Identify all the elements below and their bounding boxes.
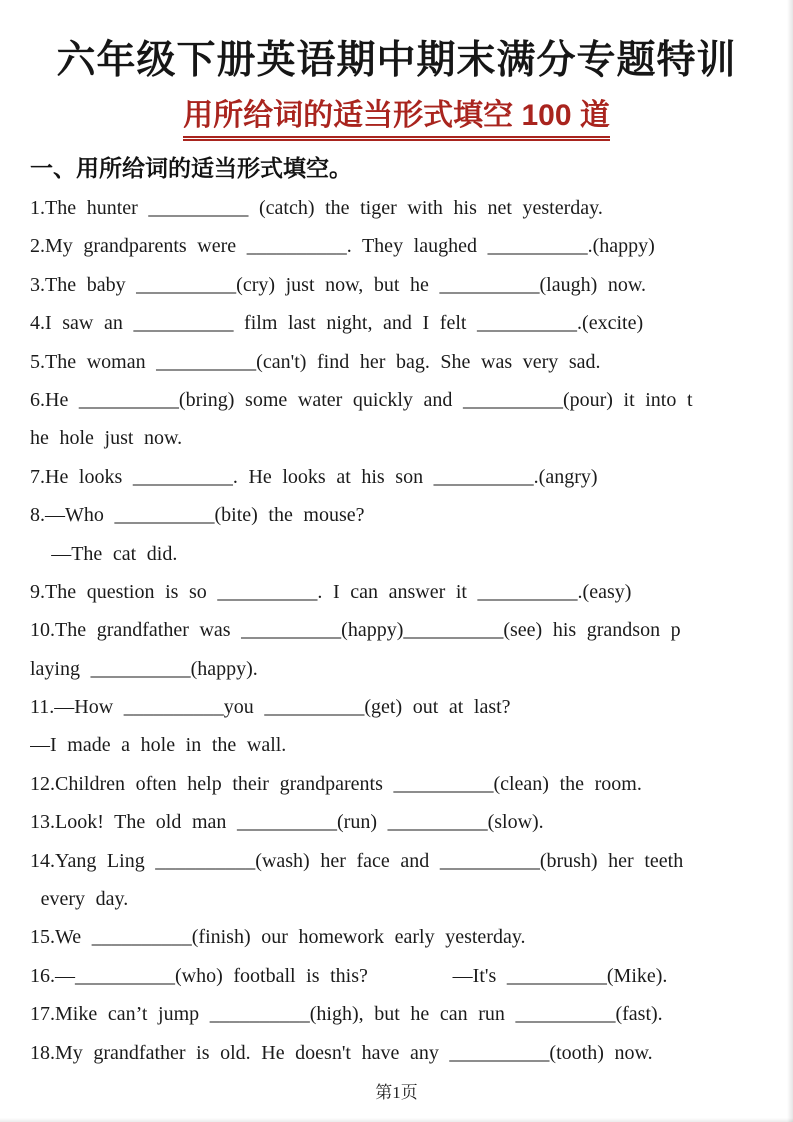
worksheet-line: 4.I saw an __________ film last night, and I felt __________.(excite) bbox=[30, 312, 644, 335]
worksheet-line: 3.The baby __________(cry) just now, but he __________(laugh) now. bbox=[30, 273, 647, 296]
worksheet-line: 15.We __________(finish) our homework early yesterday. bbox=[30, 926, 526, 949]
page-edge-shadow-bottom bbox=[0, 1118, 793, 1122]
worksheet-line: 16.—__________(who) football is this? —It's __________(Mike). bbox=[30, 964, 668, 987]
subtitle-text: 用所给词的适当形式填空 100 道 bbox=[183, 99, 610, 142]
worksheet-line: 9.The question is so __________. I can answer it __________.(easy) bbox=[30, 580, 632, 603]
worksheet-line: 7.He looks __________. He looks at his son __________.(angry) bbox=[30, 465, 598, 488]
worksheet-line: 18.My grandfather is old. He doesn't have any __________(tooth) now. bbox=[30, 1041, 653, 1064]
worksheet-line: 10.The grandfather was __________(happy)__________(see) his grandson p bbox=[30, 619, 681, 642]
section-heading: 一、用所给词的适当形式填空。 bbox=[30, 155, 352, 182]
worksheet-line: 6.He __________(bring) some water quickly and __________(pour) it into t bbox=[30, 388, 693, 411]
worksheet-line: —I made a hole in the wall. bbox=[30, 734, 287, 757]
worksheet-line: 8.—Who __________(bite) the mouse? bbox=[30, 504, 365, 527]
worksheet-line: —The cat did. bbox=[30, 542, 178, 565]
question-lines bbox=[30, 189, 769, 1072]
page-subtitle bbox=[0, 99, 793, 142]
worksheet-line: he hole just now. bbox=[30, 427, 183, 450]
worksheet-line: 1.The hunter __________ (catch) the tiger with his net yesterday. bbox=[30, 196, 603, 219]
worksheet-line: 13.Look! The old man __________(run) __________(slow). bbox=[30, 811, 544, 834]
page-number: 第1页 bbox=[375, 1082, 418, 1102]
worksheet-line: every day. bbox=[30, 888, 129, 911]
page-title: 六年级下册英语期中期末满分专题特训 bbox=[56, 39, 737, 82]
worksheet-line: 17.Mike can’t jump __________(high), but he can run __________(fast). bbox=[30, 1003, 663, 1026]
worksheet-line: 12.Children often help their grandparents __________(clean) the room. bbox=[30, 772, 642, 795]
worksheet-line: laying __________(happy). bbox=[30, 657, 258, 680]
worksheet-line: 5.The woman __________(can't) find her bag. She was very sad. bbox=[30, 350, 601, 373]
worksheet-line: 11.—How __________you __________(get) out at last? bbox=[30, 696, 511, 719]
worksheet-line: 2.My grandparents were __________. They laughed __________.(happy) bbox=[30, 235, 655, 258]
worksheet-line: 14.Yang Ling __________(wash) her face and __________(brush) her teeth bbox=[30, 849, 684, 872]
